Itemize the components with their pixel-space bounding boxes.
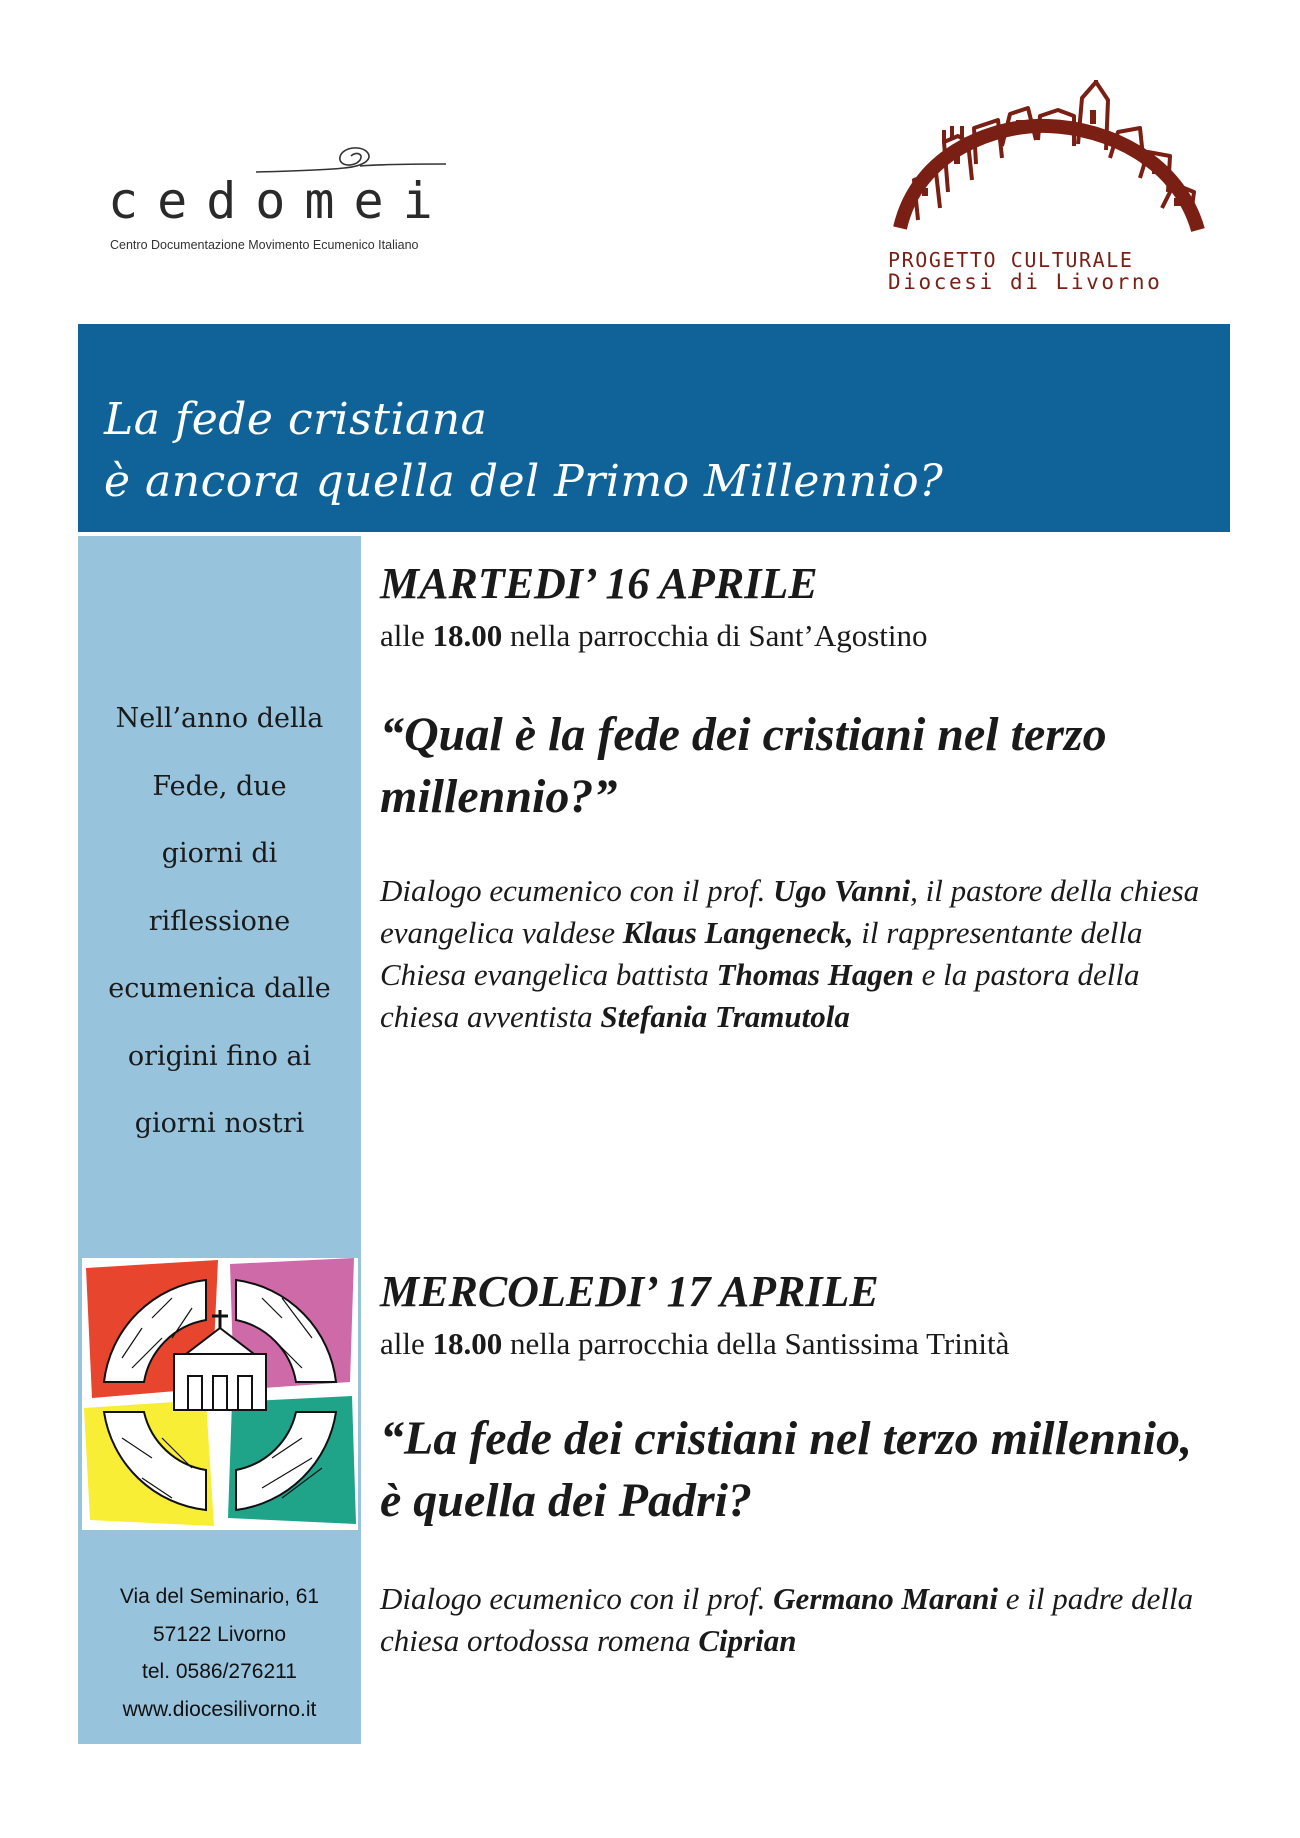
time-prefix: alle: [380, 1326, 433, 1361]
progetto-line1: PROGETTO CULTURALE: [888, 248, 1134, 272]
speaker-name: Klaus Langeneck,: [622, 915, 854, 950]
speaker-name: Thomas Hagen: [716, 957, 914, 992]
title-line-1: La fede cristiana: [104, 394, 488, 445]
sidebar-intro: [92, 704, 347, 1177]
event-question: “La fede dei cristiani nel terzo millennio, è quella dei Padri?: [380, 1412, 1192, 1527]
contact-city: 57122 Livorno: [152, 1622, 287, 1646]
event-question: “Qual è la fede dei cristiani nel terzo millennio?”: [380, 708, 1107, 823]
sidebar-intro-line: Fede, due: [152, 770, 287, 802]
village-skyline-icon: [878, 80, 1218, 240]
contact-website: www.diocesilivorno.it: [122, 1697, 317, 1721]
description-text: , il pastore della chiesa evangelica valdese: [380, 873, 1200, 950]
sidebar: [78, 536, 361, 1744]
progetto-culturale-logo: [868, 80, 1228, 300]
event-location: nella parrocchia di Sant’Agostino: [502, 618, 928, 653]
event-location: nella parrocchia della Santissima Trinità: [502, 1326, 1010, 1361]
sidebar-intro-line: Nell’anno della: [115, 703, 324, 734]
event-description: [380, 1578, 1210, 1662]
sidebar-intro-line: giorni di: [161, 838, 278, 869]
contact-phone: tel. 0586/276211: [142, 1660, 297, 1683]
sidebar-intro-line: riflessione: [148, 905, 291, 937]
event-time-location: [380, 1324, 1210, 1364]
title-band: [78, 324, 1230, 532]
event-time: 18.00: [432, 1326, 503, 1361]
contact-block: [78, 1582, 361, 1732]
speaker-name: Ciprian: [698, 1623, 797, 1658]
description-text: Dialogo ecumenico con il prof.: [380, 1581, 774, 1616]
description-text: e la pastora della chiesa avventista: [380, 957, 1140, 1034]
speaker-name: Germano Marani: [773, 1581, 998, 1616]
event-1: [380, 558, 1210, 1038]
event-description: [380, 870, 1210, 1038]
sidebar-intro-line: ecumenica dalle: [108, 973, 331, 1004]
sidebar-intro-line: giorni nostri: [134, 1108, 305, 1139]
progetto-line2: Diocesi di Livorno: [888, 270, 1163, 294]
description-text: il rappresentante della Chiesa evangelica battista: [380, 915, 1143, 992]
event-date: MERCOLEDI’ 17 APRILE: [380, 1267, 879, 1316]
livorno-map-tile-icon: [82, 1258, 358, 1530]
cedomei-subtitle: Centro Documentazione Movimento Ecumenico Italiano: [110, 238, 419, 252]
event-2: [380, 1266, 1210, 1662]
event-time-location: [380, 616, 1210, 656]
description-text: e il padre della chiesa ortodossa romena: [380, 1581, 1194, 1658]
speaker-name: Ugo Vanni: [773, 873, 911, 908]
sidebar-intro-line: origini fino ai: [127, 1040, 312, 1072]
contact-address: Via del Seminario, 61: [119, 1585, 320, 1608]
time-prefix: alle: [380, 618, 433, 653]
event-date: MARTEDI’ 16 APRILE: [380, 559, 818, 608]
title-line-2: è ancora quella del Primo Millennio?: [104, 456, 944, 507]
event-time: 18.00: [432, 618, 503, 653]
description-text: Dialogo ecumenico con il prof.: [380, 873, 774, 908]
cedomei-name: cedomei: [108, 172, 452, 230]
speaker-name: Stefania Tramutola: [600, 999, 850, 1034]
